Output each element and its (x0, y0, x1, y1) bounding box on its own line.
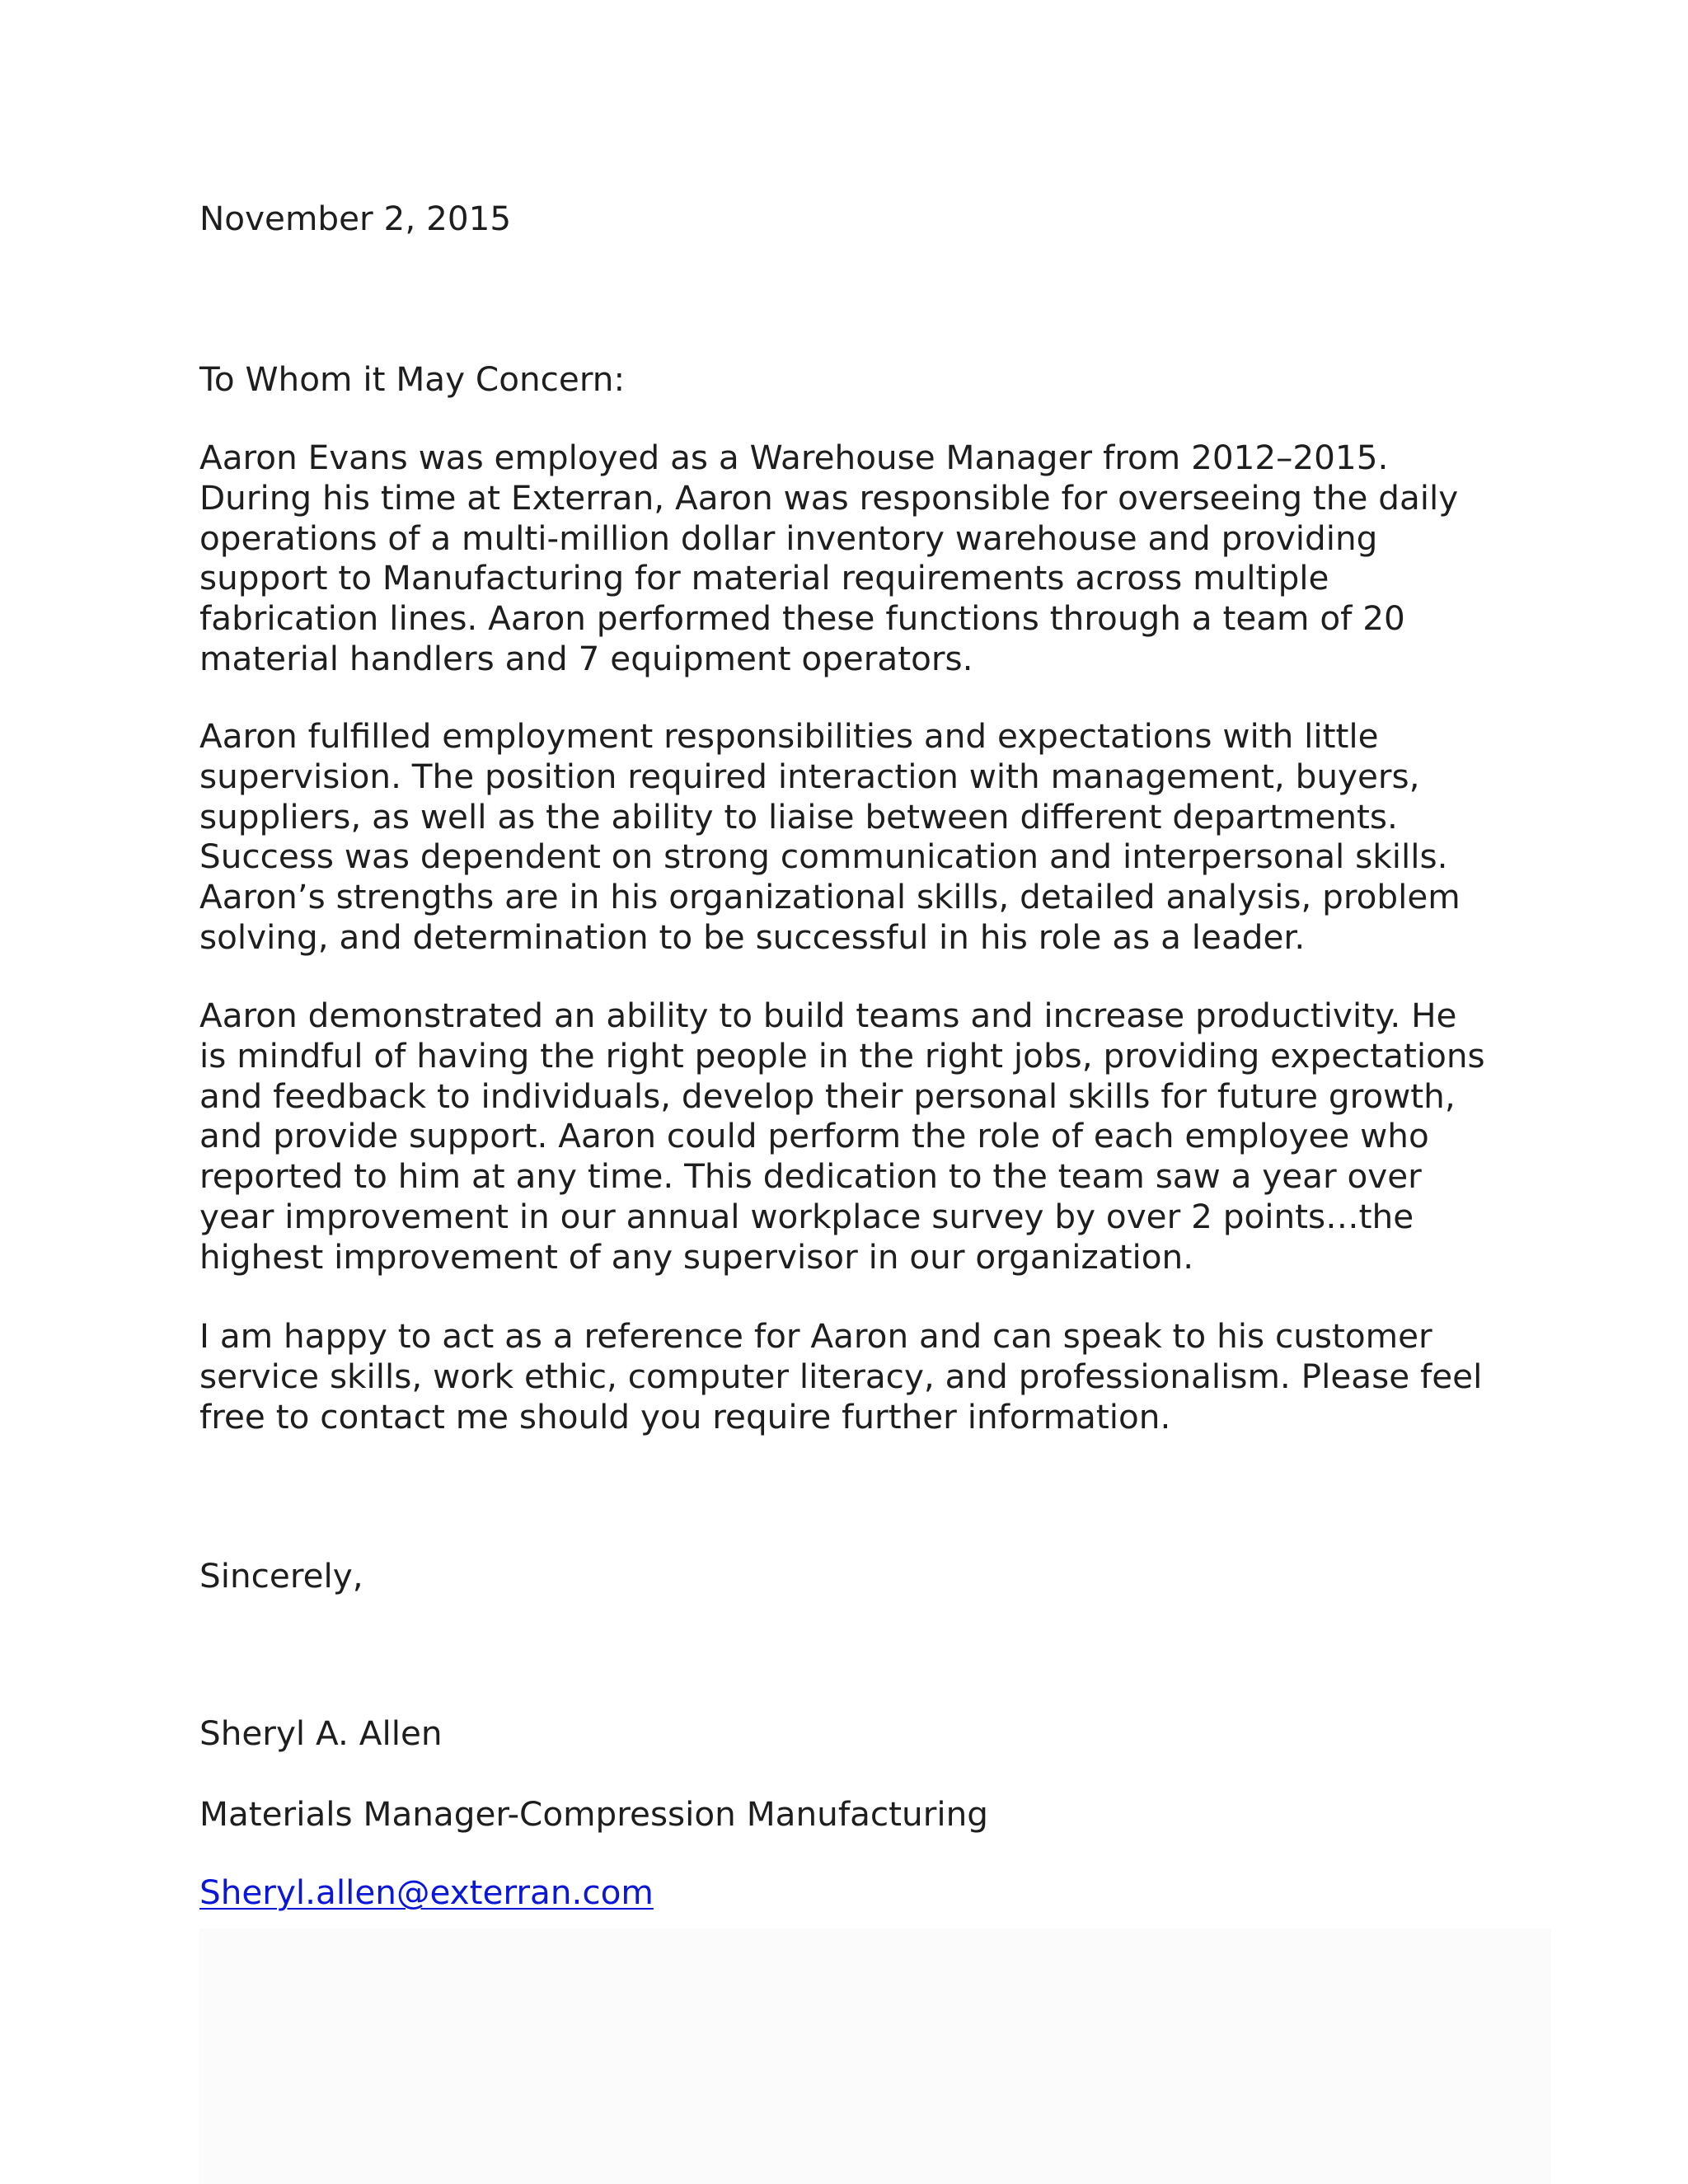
paragraph-line: suppliers, as well as the ability to liaise between different departments. (199, 796, 1398, 837)
signer-name (199, 1713, 443, 1754)
paragraph-line: supervision. The position required interaction with management, buyers, (199, 756, 1420, 796)
signer-title (199, 1794, 988, 1835)
paragraph-line: support to Manufacturing for material requirements across multiple (199, 558, 1329, 598)
page-shade (199, 1929, 1551, 2184)
paragraph-line: and provide support. Aaron could perform the role of each employee who (199, 1116, 1429, 1156)
paragraph-line: year improvement in our annual workplace survey by over 2 points…the (199, 1196, 1414, 1236)
paragraph-line: Aaron fulfilled employment responsibilities and expectations with little (199, 716, 1379, 756)
signer-title-text: Materials Manager-Compression Manufacturing (199, 1794, 988, 1834)
salutation-text: To Whom it May Concern: (199, 359, 626, 399)
paragraph-line: Aaron’s strengths are in his organizational skills, detailed analysis, problem (199, 877, 1461, 917)
paragraph-line: is mindful of having the right people in the right jobs, providing expectations (199, 1035, 1485, 1076)
paragraph-line: highest improvement of any supervisor in our organization. (199, 1236, 1194, 1277)
signer-name-text: Sheryl A. Allen (199, 1713, 443, 1753)
paragraph-line: Aaron Evans was employed as a Warehouse Manager from 2012–2015. (199, 438, 1389, 477)
paragraph-line: solving, and determination to be successful in his role as a leader. (199, 916, 1306, 957)
letter-date (199, 199, 511, 239)
paragraph-line: Aaron demonstrated an ability to build teams and increase productivity. He (199, 996, 1457, 1035)
letter-salutation (199, 359, 625, 400)
paragraph-line: fabrication lines. Aaron performed these functions through a team of 20 (199, 598, 1405, 639)
signer-email (199, 1872, 654, 1913)
paragraph-line: operations of a multi-million dollar inventory warehouse and providing (199, 518, 1378, 558)
closing-text: Sincerely, (199, 1556, 363, 1596)
paragraph-line: reported to him at any time. This dedication to the team saw a year over (199, 1156, 1422, 1197)
paragraph-line: Success was dependent on strong communication and interpersonal skills. (199, 837, 1448, 877)
paragraph-2 (199, 716, 1461, 958)
paragraph-4 (199, 1316, 1482, 1436)
paragraph-line: I am happy to act as a reference for Aaron and can speak to his customer (199, 1316, 1432, 1356)
letter-closing (199, 1556, 363, 1596)
date-text: November 2, 2015 (199, 199, 512, 238)
paragraph-line: During his time at Exterran, Aaron was responsible for overseeing the daily (199, 477, 1459, 518)
paragraph-1 (199, 438, 1458, 679)
paragraph-line: and feedback to individuals, develop their personal skills for future growth, (199, 1076, 1456, 1116)
email-link[interactable]: Sheryl.allen@exterran.com (199, 1872, 654, 1912)
paragraph-3 (199, 996, 1485, 1277)
paragraph-line: material handlers and 7 equipment operators. (199, 638, 973, 678)
paragraph-line: free to contact me should you require further information. (199, 1396, 1171, 1436)
paragraph-line: service skills, work ethic, computer literacy, and professionalism. Please feel (199, 1356, 1483, 1396)
